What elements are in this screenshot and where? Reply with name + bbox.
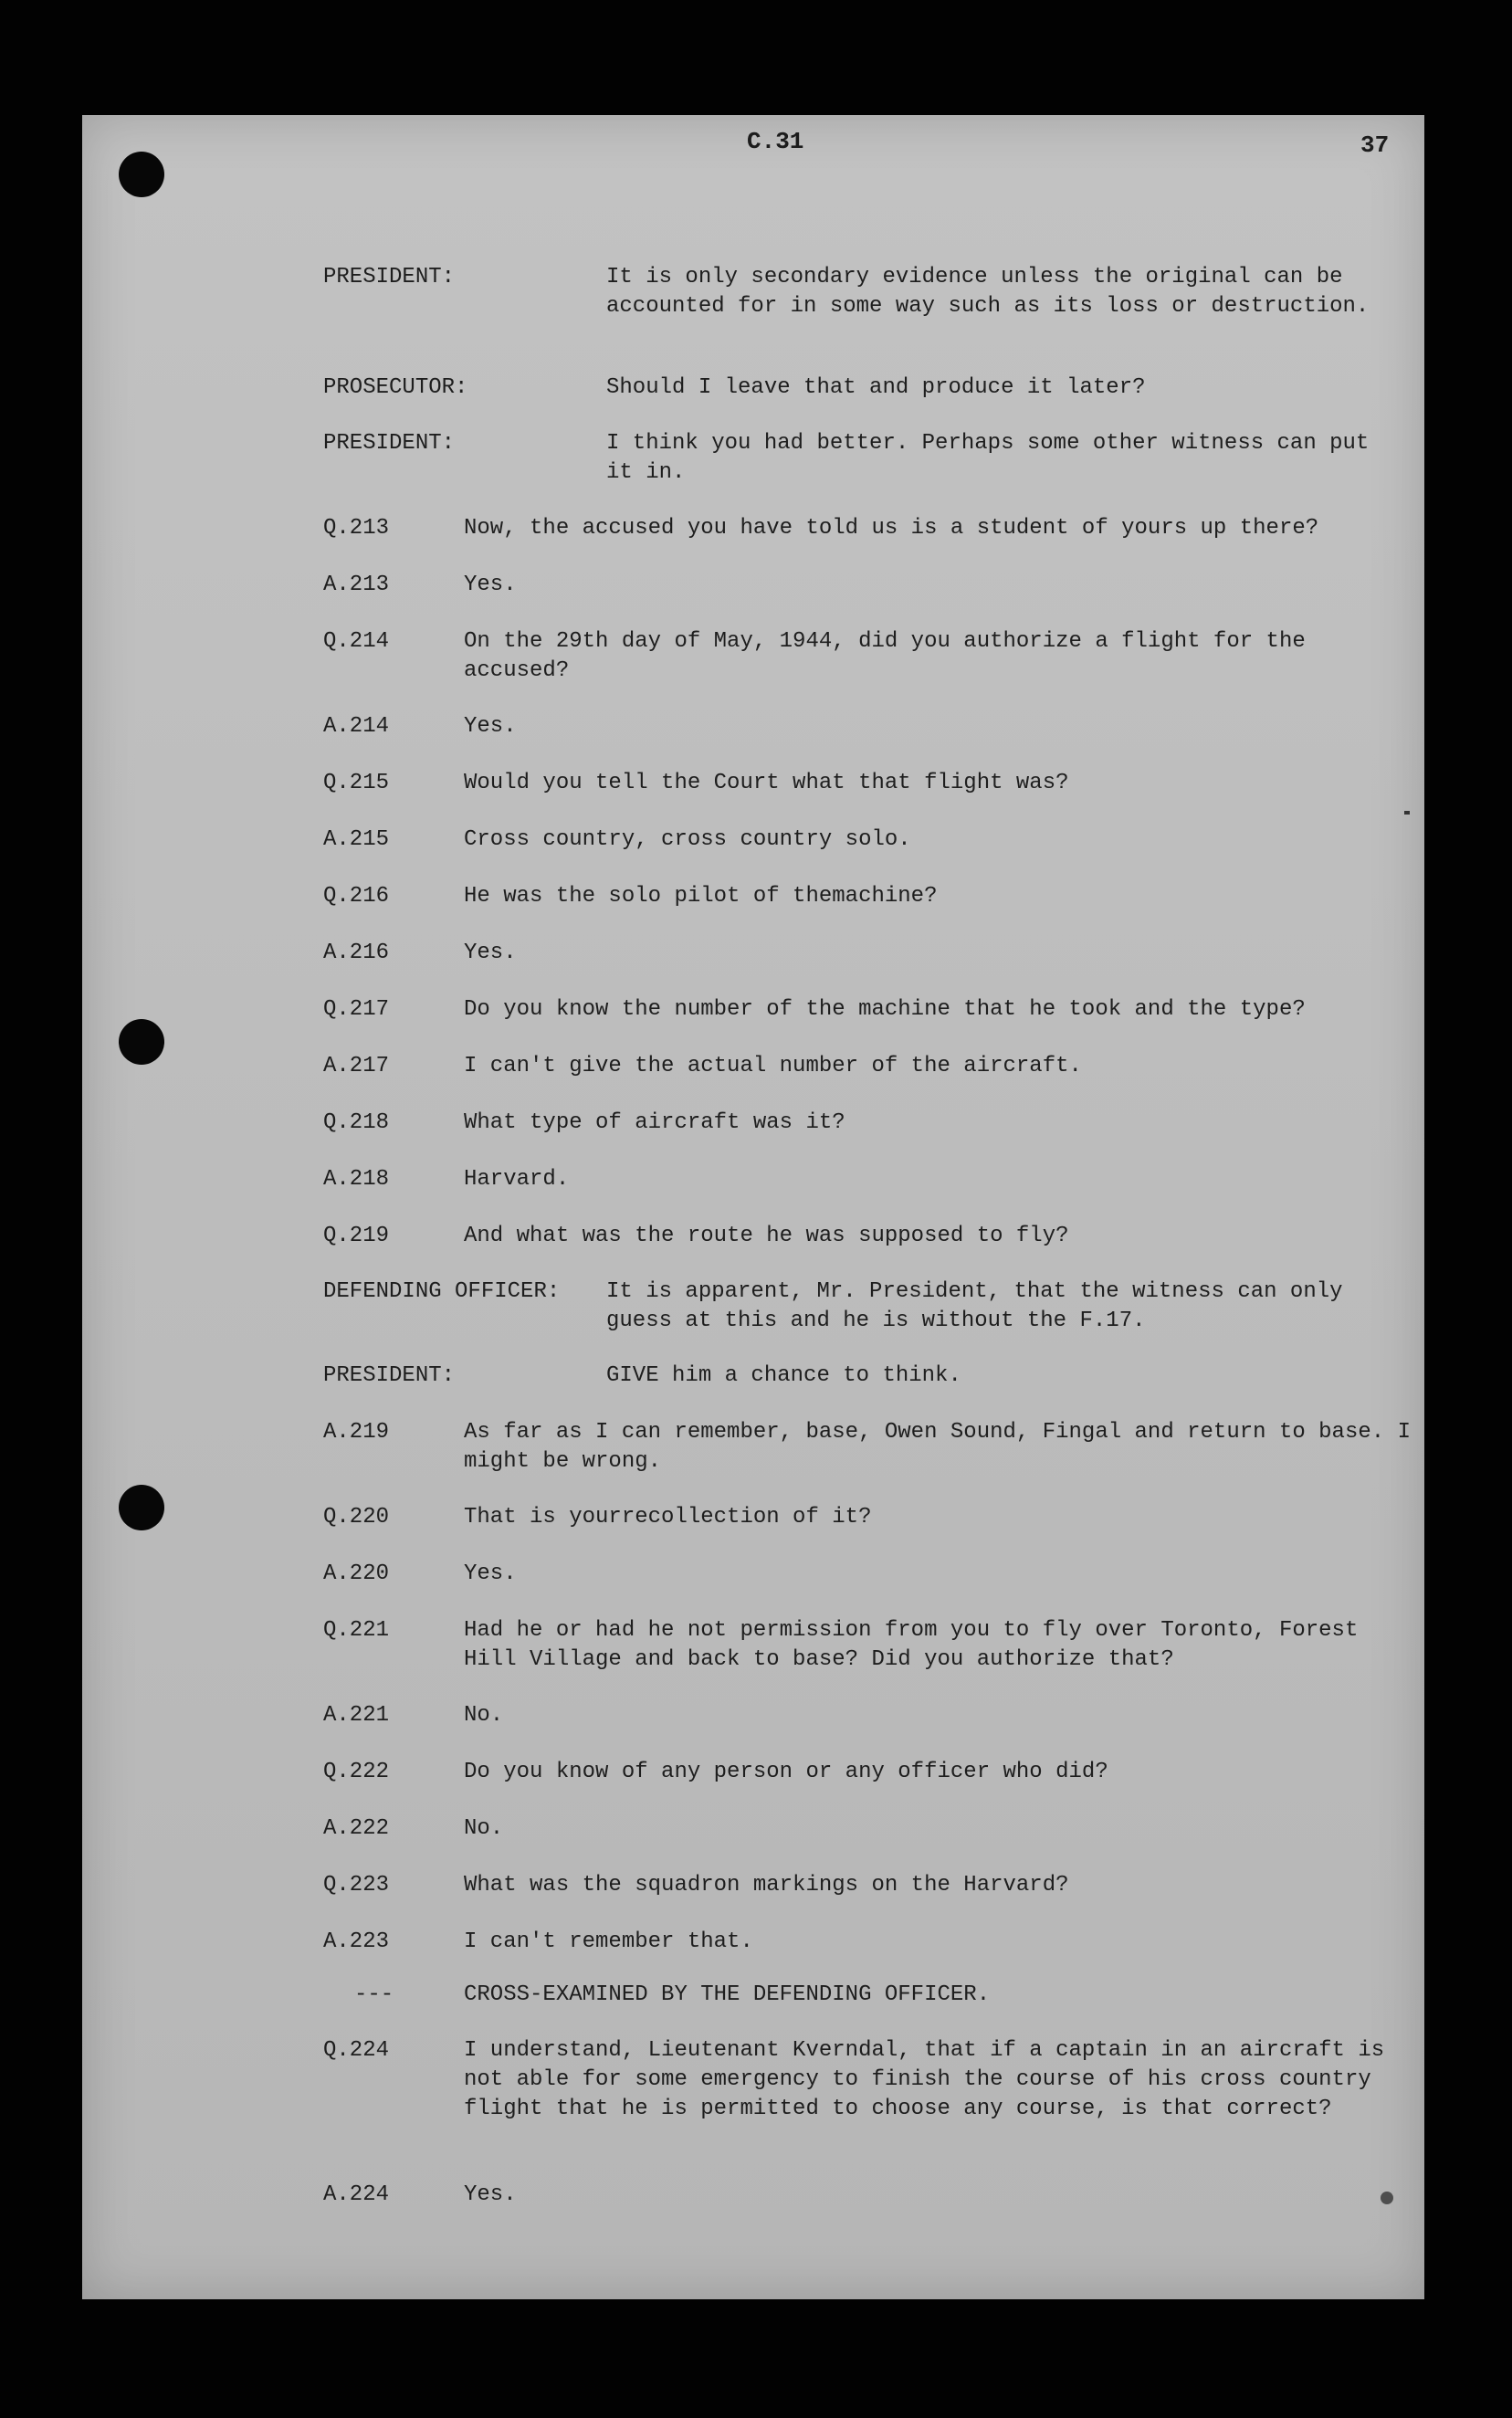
- answer-number: A.219: [323, 1420, 390, 1445]
- entry-text: No.: [464, 1703, 504, 1728]
- answer-number: A.223: [323, 1929, 390, 1954]
- speaker-label: PRESIDENT:: [323, 431, 456, 456]
- document-page: [82, 115, 1424, 2299]
- punch-hole: [119, 1485, 164, 1530]
- entry-text: Would you tell the Court what that flight was?: [464, 771, 1069, 795]
- question-number: Q.221: [323, 1618, 390, 1643]
- entry-text: He was the solo pilot of themachine?: [464, 884, 938, 909]
- question-number: Q.217: [323, 997, 390, 1022]
- entry-text: GIVE him a chance to think.: [606, 1363, 961, 1388]
- question-number: Q.224: [323, 2038, 390, 2063]
- answer-number: A.214: [323, 714, 390, 739]
- answer-number: A.218: [323, 1167, 390, 1192]
- question-number: Q.219: [323, 1224, 390, 1248]
- entry-text: Yes.: [464, 714, 517, 739]
- entry-text: Do you know the number of the machine that he took and the type?: [464, 997, 1306, 1022]
- answer-number: A.215: [323, 827, 390, 852]
- entry-text: Now, the accused you have told us is a student of yours up there?: [464, 516, 1319, 541]
- entry-text: Cross country, cross country solo.: [464, 827, 911, 852]
- entry-text: As far as I can remember, base, Owen Sound, Fingal and return to base. I might be wrong.: [464, 1420, 1411, 1474]
- punch-hole: [119, 1019, 164, 1065]
- entry-text: What type of aircraft was it?: [464, 1110, 845, 1135]
- punch-hole: [119, 152, 164, 197]
- entry-text: Had he or had he not permission from you to fly over Toronto, Forest Hill Village and back to base? Did you authorize that?: [464, 1618, 1359, 1672]
- entry-text: That is yourrecollection of it?: [464, 1505, 872, 1530]
- answer-number: A.217: [323, 1054, 390, 1078]
- entry-text: I can't remember that.: [464, 1929, 753, 1954]
- answer-number: A.213: [323, 573, 390, 597]
- speaker-label: PROSECUTOR:: [323, 375, 468, 400]
- question-number: Q.216: [323, 884, 390, 909]
- question-number: Q.214: [323, 629, 390, 654]
- entry-text: Yes.: [464, 573, 517, 597]
- question-number: Q.215: [323, 771, 390, 795]
- exhibit-label: C.31: [747, 128, 804, 155]
- entry-text: Do you know of any person or any officer who did?: [464, 1760, 1108, 1784]
- entry-text: On the 29th day of May, 1944, did you authorize a flight for the accused?: [464, 629, 1306, 683]
- question-number: Q.223: [323, 1873, 390, 1898]
- entry-text: Yes.: [464, 941, 517, 965]
- answer-number: A.216: [323, 941, 390, 965]
- ink-speck: [1404, 811, 1410, 815]
- entry-text: I understand, Lieutenant Kverndal, that if a captain in an aircraft is not able for some emergency to finish the course of his cross country flight that he is permitted to choose any course, is that correct?: [464, 2038, 1385, 2121]
- answer-number: A.220: [323, 1561, 390, 1586]
- entry-text: I think you had better. Perhaps some other witness can put it in.: [606, 431, 1370, 485]
- section-heading-text: CROSS-EXAMINED BY THE DEFENDING OFFICER.: [464, 1982, 991, 2007]
- entry-text: It is apparent, Mr. President, that the witness can only guess at this and he is without the F.17.: [606, 1279, 1343, 1333]
- speaker-label: DEFENDING OFFICER:: [323, 1279, 561, 1304]
- question-number: Q.222: [323, 1760, 390, 1784]
- entry-text: It is only secondary evidence unless the original can be accounted for in some way such as its loss or destruction.: [606, 265, 1370, 319]
- entry-text: Should I leave that and produce it later?: [606, 375, 1146, 400]
- entry-text: No.: [464, 1816, 504, 1841]
- answer-number: A.221: [323, 1703, 390, 1728]
- speaker-label: PRESIDENT:: [323, 1363, 456, 1388]
- question-number: Q.218: [323, 1110, 390, 1135]
- question-number: Q.220: [323, 1505, 390, 1530]
- answer-number: A.224: [323, 2182, 390, 2207]
- entry-text: Yes.: [464, 1561, 517, 1586]
- section-dash: ---: [354, 1982, 394, 2007]
- entry-text: Harvard.: [464, 1167, 570, 1192]
- entry-text: Yes.: [464, 2182, 517, 2207]
- speaker-label: PRESIDENT:: [323, 265, 456, 289]
- answer-number: A.222: [323, 1816, 390, 1841]
- page-number: 37: [1360, 131, 1390, 159]
- entry-text: And what was the route he was supposed to fly?: [464, 1224, 1069, 1248]
- entry-text: I can't give the actual number of the aircraft.: [464, 1054, 1082, 1078]
- question-number: Q.213: [323, 516, 390, 541]
- ink-mark: [1381, 2192, 1393, 2204]
- entry-text: What was the squadron markings on the Harvard?: [464, 1873, 1069, 1898]
